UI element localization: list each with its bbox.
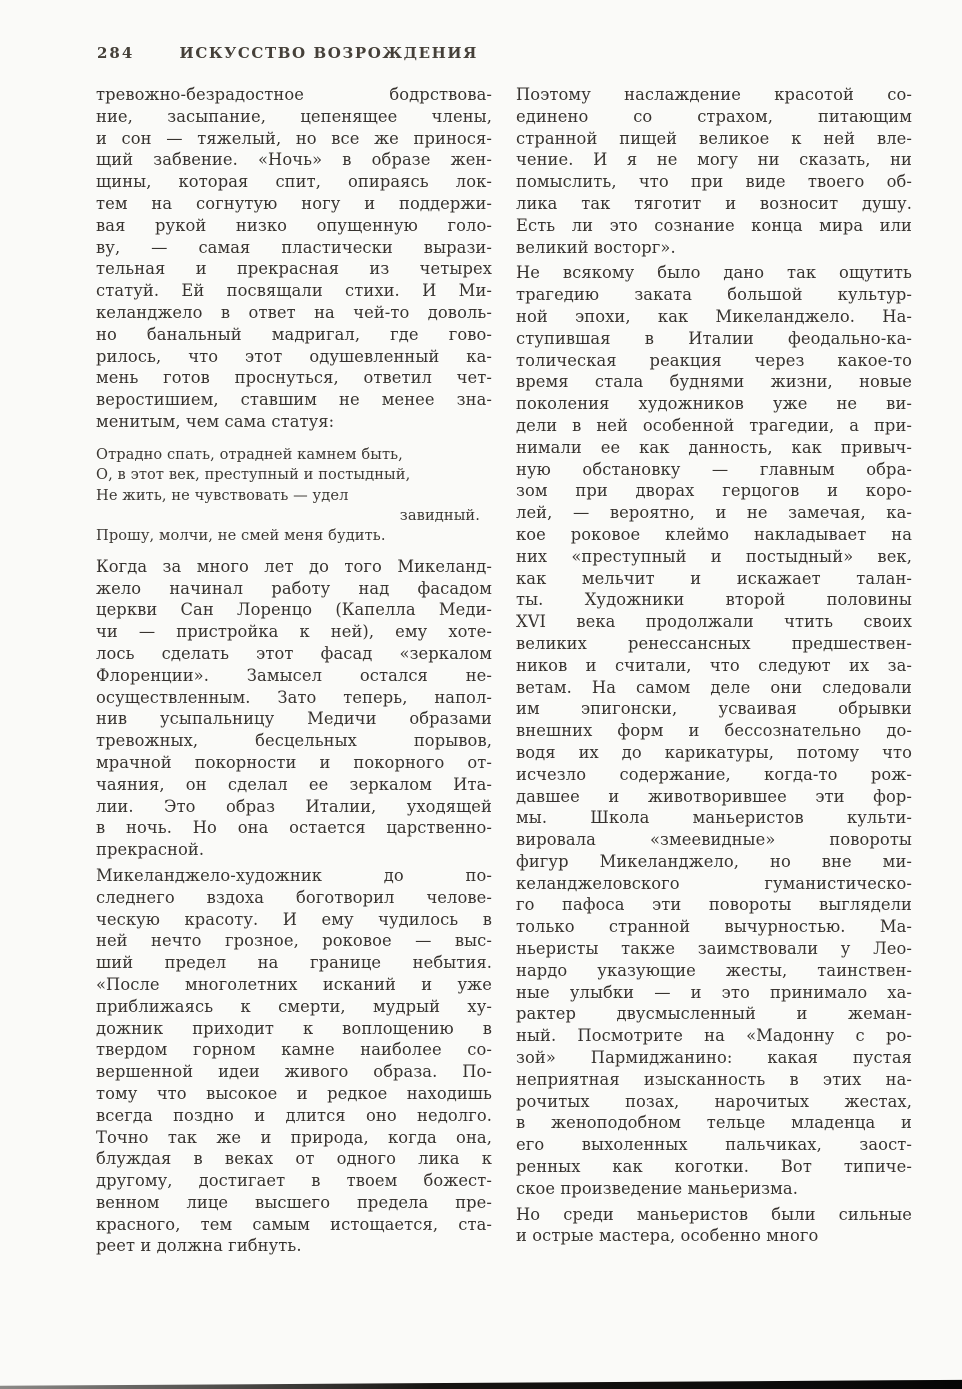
text-line: внешних форм и бессознательно до- [516, 721, 912, 741]
text-line: ское произведение маньеризма. [516, 1178, 799, 1198]
text-line: мы. Школа маньеристов культи- [516, 808, 912, 828]
text-line: ческую красоту. И ему чудилось в [96, 909, 492, 929]
text-line: трагедию заката большой культур- [516, 285, 912, 305]
text-line: Отрадно спать, отрадней камнем быть, [96, 445, 403, 463]
text-line: статуй. Ей посвящали стихи. И Ми- [96, 281, 492, 301]
text-line: твердом горном камне наиболее со- [96, 1040, 492, 1060]
text-line: чение. И я не могу ни сказать, ни [516, 150, 912, 170]
text-line: красного, тем самым истощается, ста- [96, 1214, 492, 1234]
text-line: как мельчит и искажает талан- [516, 568, 912, 588]
text-line: вая рукой низко опущенную голо- [96, 215, 492, 235]
text-line: кое роковое клеймо накладывает на [516, 524, 912, 544]
text-line: Есть ли это сознание конца мира или [516, 215, 912, 235]
text-line: блуждая в веках от одного лика к [96, 1149, 492, 1169]
text-line: приближаясь к смерти, мудрый ху- [96, 996, 492, 1016]
text-line: ньеристы также заимствовали у Лео- [516, 939, 912, 959]
text-line: нив усыпальницу Медичи образами [96, 709, 492, 729]
paragraph [96, 865, 492, 1257]
text-line: великих ренессансных предшествен- [516, 633, 912, 653]
text-line: Когда за много лет до того Микеланд- [96, 556, 492, 576]
text-line: ву, — самая пластически вырази- [96, 237, 492, 257]
text-line: Не жить, не чувствовать — удел [96, 486, 349, 504]
text-line: ней нечто грозное, роковое — выс- [96, 931, 492, 951]
text-line: Поэтому наслаждение красотой со- [516, 85, 912, 104]
text-line: следнего вздоха боготворил челове- [96, 887, 492, 907]
paragraph [96, 556, 492, 861]
text-line: щий забвение. «Ночь» в образе жен- [96, 150, 492, 170]
text-line: его выхоленных пальчиках, заост- [516, 1135, 912, 1155]
paragraph [516, 1204, 912, 1248]
text-line: помыслить, что при виде твоего об- [516, 172, 912, 192]
right-column [516, 84, 912, 1257]
text-line: ной эпохи, как Микеланджело. На- [516, 306, 912, 326]
paragraph [516, 262, 912, 1199]
text-line: Прошу, молчи, не смей меня будить. [96, 527, 386, 545]
text-line: и острые мастера, особенно много [516, 1226, 819, 1246]
text-line: всегда поздно и длится оно недолго. [96, 1105, 492, 1125]
text-line: но банальный мадригал, где гово- [96, 324, 492, 344]
text-line: ные улыбки — и это принимало ха- [516, 982, 912, 1002]
text-line: поколения художников уже не ви- [516, 394, 912, 414]
text-line: ников и считали, что следуют их за- [516, 655, 912, 675]
text-line: только странной вычурностью. Ма- [516, 917, 912, 937]
paragraph [516, 84, 912, 258]
text-line: тельная и прекрасная из четырех [96, 259, 492, 279]
text-line: исчезло содержание, когда-то рож- [516, 764, 912, 784]
text-line: зой» Пармиджанино: какая пустая [516, 1048, 912, 1068]
text-line: венном лице высшего предела пре- [96, 1192, 492, 1212]
text-line: великий восторг». [516, 237, 676, 257]
text-line: го пафоса эти повороты выглядели [516, 895, 912, 915]
text-line: Микеланджело-художник до по- [96, 865, 492, 885]
text-line: тревожных, бесцельных порывов, [96, 731, 492, 751]
text-line: келанджеловского гуманистическо- [516, 873, 912, 893]
text-line: лии. Это образ Италии, уходящей [96, 796, 492, 816]
running-title: ИСКУССТВО ВОЗРОЖДЕНИЯ [179, 44, 479, 62]
text-line: вершенной идеи живого образа. По- [96, 1062, 492, 1082]
text-line: другому, достигает в твоем божест- [96, 1171, 492, 1191]
text-line: нимали ее как данность, как привыч- [516, 437, 912, 457]
text-line: тревожно-безрадостное бодрствова- [96, 85, 492, 104]
text-line: ступившая в Италии феодально-ка- [516, 328, 912, 348]
text-line: рактер двусмысленный и жеман- [516, 1004, 912, 1024]
text-line: фигур Микеланджело, но вне ми- [516, 851, 912, 871]
text-line: ты. Художники второй половины [516, 590, 912, 610]
text-line: лей, — вероятно, и не замечая, ка- [516, 503, 912, 523]
text-line: единено со страхом, питающим [516, 106, 912, 126]
text-line: лика так тяготит и возносит душу. [516, 193, 912, 213]
text-line: им эпигонски, усваивая обрывки [516, 699, 912, 719]
text-line: чи — пристройка к ней), ему хоте- [96, 622, 492, 642]
text-line: Но среди маньеристов были сильные [516, 1204, 912, 1224]
text-line: Не всякому было дано так ощутить [516, 263, 912, 283]
text-line: тем на согнутую ногу и поддержи- [96, 193, 492, 213]
text-line: дели в ней особенной трагедии, а при- [516, 415, 912, 435]
text-line: ветам. На самом деле они следовали [516, 677, 912, 697]
text-line: нардо указующие жесты, таинствен- [516, 960, 912, 980]
text-line: и сон — тяжелый, но все же принося- [96, 128, 492, 148]
text-line: в женоподобном тельце младенца и [516, 1113, 912, 1133]
paragraph [96, 84, 492, 433]
text-line: церкви Сан Лоренцо (Капелла Меди- [96, 600, 492, 620]
page-number: 284 [97, 44, 135, 62]
text-line: осуществленным. Зато теперь, напол- [96, 687, 492, 707]
left-column [96, 84, 492, 1257]
text-line: ренных как коготки. Вот типиче- [516, 1157, 912, 1177]
text-line: мрачной покорности и покорного от- [96, 752, 492, 772]
text-line: веростишием, ставшим не менее зна- [96, 390, 492, 410]
text-line: ший предел на границе небытия. [96, 953, 492, 973]
text-line: тому что высокое и редкое находишь [96, 1083, 492, 1103]
text-line: менитым, чем сама статуя: [96, 411, 335, 431]
text-line: келанджело в ответ на чей-то доволь- [96, 302, 492, 322]
text-line: «После многолетних исканий и уже [96, 974, 492, 994]
text-line: неприятная изысканность в этих на- [516, 1069, 912, 1089]
text-line: дожник приходит к воплощению в [96, 1018, 492, 1038]
text-line: странной пищей великое к ней вле- [516, 128, 912, 148]
running-head [97, 44, 478, 62]
scan-edge-bottom [0, 1379, 962, 1389]
text-line: водя их до карикатуры, потому что [516, 742, 912, 762]
text-line: рилось, что этот одушевленный ка- [96, 346, 492, 366]
text-line: лось сделать этот фасад «зеркалом [96, 643, 492, 663]
text-line: завидный. [399, 506, 480, 524]
text-line: вировала «змеевидные» повороты [516, 830, 912, 850]
verse-block [96, 445, 492, 547]
text-columns [96, 84, 912, 1257]
text-line: в ночь. Но она остается царственно- [96, 818, 492, 838]
text-line: рочитых позах, нарочитых жестах, [516, 1091, 912, 1111]
text-line: ную обстановку — главным обра- [516, 459, 912, 479]
text-line: О, в этот век, преступный и постыдный, [96, 466, 411, 484]
text-line: реет и должна гибнуть. [96, 1236, 302, 1256]
text-line: время стала буднями жизни, новые [516, 372, 912, 392]
text-line: зом при дворах герцогов и коро- [516, 481, 912, 501]
text-line: толическая реакция через какое-то [516, 350, 912, 370]
text-line: ние, засыпание, цепенящее члены, [96, 106, 492, 126]
text-line: жело начинал работу над фасадом [96, 578, 492, 598]
text-line: прекрасной. [96, 840, 205, 860]
text-line: щины, которая спит, опираясь лок- [96, 172, 492, 192]
text-line: давшее и животворившее эти фор- [516, 786, 912, 806]
text-line: чаяния, он сделал ее зеркалом Ита- [96, 774, 492, 794]
text-line: Точно так же и природа, когда она, [96, 1127, 492, 1147]
text-line: XVI века продолжали чтить своих [516, 612, 912, 632]
text-line: них «преступный и постыдный» век, [516, 546, 912, 566]
text-line: Флоренции». Замысел остался не- [96, 665, 492, 685]
text-line: ный. Посмотрите на «Мадонну с ро- [516, 1026, 912, 1046]
text-line: мень готов проснуться, ответил чет- [96, 368, 492, 388]
